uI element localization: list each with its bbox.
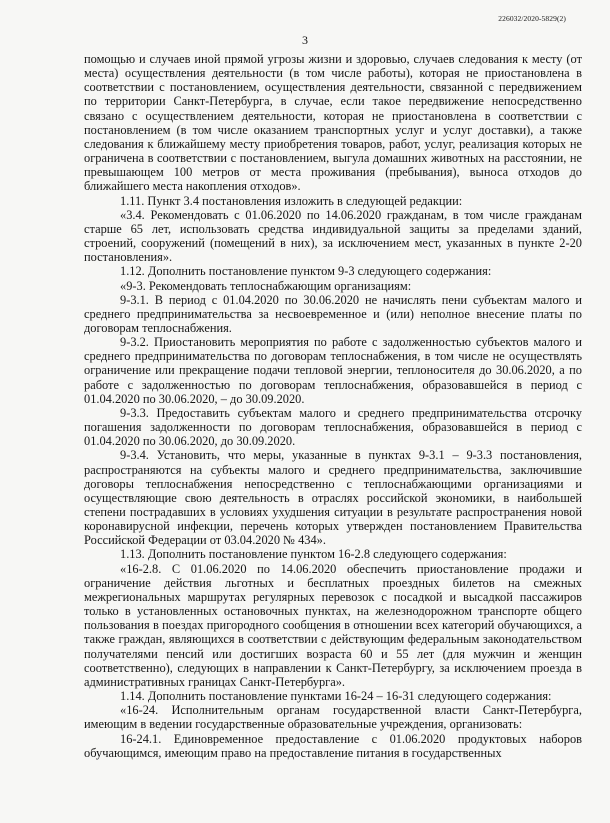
document-body bbox=[84, 52, 582, 760]
paragraph: 9-3.3. Предоставить субъектам малого и среднего предпринимательства отсрочку погашения задолженности по договорам теплоснабжения, образовавшейся в период с 01.04.2020 по 30.06.2020, до 30.09.2020. bbox=[84, 405, 582, 449]
paragraph: «3.4. Рекомендовать с 01.06.2020 по 14.06.2020 гражданам, в том числе гражданам старше 65 лет, использовать средства индивидуальной защиты за пределами зданий, строений, сооружений (помещений в них), за исключением мест, указанных в пункте 2-20 постановления». bbox=[84, 207, 582, 265]
paragraph: «9-3. Рекомендовать теплоснабжающим организациям: bbox=[120, 278, 412, 293]
paragraph: «16-2.8. С 01.06.2020 по 14.06.2020 обеспечить приостановление продажи и ограничение действия льготных и бесплатных проездных билетов на смежных межрегиональных маршрутах регулярных перевозок с посадкой и высадкой пассажиров только в установленных остановочных пунктах, на железнодорожном транспорте общего пользования в поездах пригородного сообщения в отношении всех категорий обучающихся, а также граждан, являющихся в соответствии с действующим федеральным законодательством получателями пенсий или достигших возраста 60 и 55 лет (для мужчин и женщин соответственно), следующих в направлении к Санкт-Петербургу, за исключением проезда в административных границах Санкт-Петербурга». bbox=[84, 561, 582, 689]
paragraph: «16-24. Исполнительным органам государственной власти Санкт-Петербурга, имеющим в ведении государственные образовательные учреждения, организовать: bbox=[84, 703, 582, 732]
document-registration-number: 226032/2020-5829(2) bbox=[498, 14, 566, 23]
paragraph: помощью и случаев иной прямой угрозы жизни и здоровью, случаев следования к месту (от места) осуществления деятельности (в том числе работы), которая не приостановлена в соответствии с постановлением, осуществления деятельности, связанной с передвижением по территории Санкт-Петербурга, в случае, если такое передвижение непосредственно связано с осуществлением деятельности, которая не приостановлена в соответствии с постановлением (в том числе оказанием транспортных услуг и услуг доставки), а также следования к ближайшему месту приобретения товаров, работ, услуг, реализация которых не ограничена в соответствии с постановлением, выгула домашних животных на расстоянии, не превышающем 100 метров от места проживания (пребывания), выноса отходов до ближайшего места накопления отходов». bbox=[84, 52, 582, 194]
paragraph: 1.14. Дополнить постановление пунктами 16-24 – 16-31 следующего содержания: bbox=[120, 689, 552, 704]
paragraph: 9-3.4. Установить, что меры, указанные в пунктах 9-3.1 – 9-3.3 постановления, распространяются на субъекты малого и среднего предпринимательства, заключившие договоры теплоснабжения непосредственно с теплоснабжающими организациями и осуществляющие свою деятельность в отраслях российской экономики, в наибольшей степени пострадавших в условиях ухудшения ситуации в результате распространения новой коронавирусной инфекции, перечень которых утвержден постановлением Правительства Российской Федерации от 03.04.2020 № 434». bbox=[84, 448, 582, 548]
paragraph: 9-3.2. Приостановить мероприятия по работе с задолженностью субъектов малого и среднего предпринимательства по договорам теплоснабжения, в том числе не осуществлять ограничение или прекращение подачи тепловой энергии, теплоносителя до 30.06.2020, а по работе с задолженностью по договорам теплоснабжения, образовавшейся в период с 01.04.2020 по 30.06.2020, – до 30.09.2020. bbox=[84, 335, 582, 406]
paragraph: 1.11. Пункт 3.4 постановления изложить в следующей редакции: bbox=[120, 193, 463, 208]
paragraph: 9-3.1. В период с 01.04.2020 по 30.06.2020 не начислять пени субъектам малого и среднего предпринимательства за несвоевременное и (или) неполное внесение платы по договорам теплоснабжения. bbox=[84, 292, 582, 335]
paragraph: 1.12. Дополнить постановление пунктом 9-3 следующего содержания: bbox=[120, 264, 492, 279]
paragraph: 1.13. Дополнить постановление пунктом 16-2.8 следующего содержания: bbox=[120, 547, 507, 562]
page-number: 3 bbox=[302, 33, 308, 47]
paragraph: 16-24.1. Единовременное предоставление с 01.06.2020 продуктовых наборов обучающимся, имеющим право на предоставление питания в государственных bbox=[84, 731, 582, 760]
